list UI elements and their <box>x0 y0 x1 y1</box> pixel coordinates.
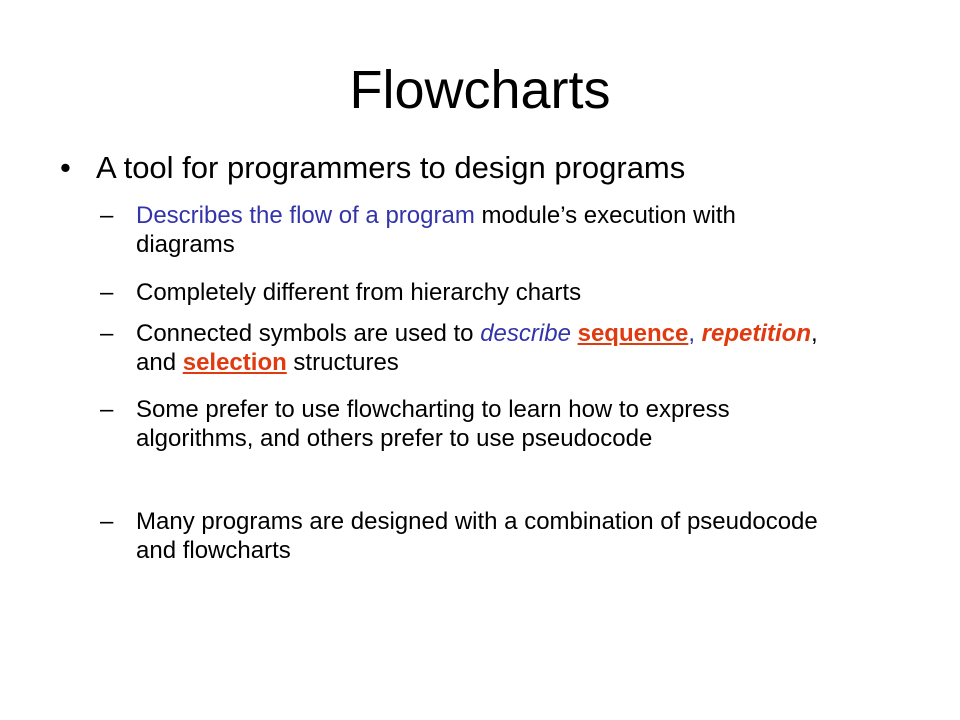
highlight-term: sequence <box>577 320 689 347</box>
text-segment: , <box>688 320 702 347</box>
text-segment: Connected symbols are used to <box>136 320 481 347</box>
text-segment <box>571 320 578 347</box>
text-segment: module’s execution with diagrams <box>136 202 736 258</box>
text-segment: describe <box>480 320 571 347</box>
highlight-term: repetition <box>701 320 811 347</box>
dash-icon: – <box>100 508 114 535</box>
sub-bullet-text <box>136 201 836 259</box>
sub-bullet-text <box>136 278 836 307</box>
text-segment: Some prefer to use flowcharting to learn how to express algorithms, and others prefer to use pseudocode <box>136 396 730 452</box>
sub-bullet-text <box>136 507 836 565</box>
sub-bullet-2 <box>100 278 836 307</box>
text-segment: structures <box>286 349 399 376</box>
dash-icon: – <box>100 279 114 306</box>
sub-bullet-text <box>136 395 836 453</box>
sub-bullet-4 <box>100 395 836 453</box>
main-bullet <box>60 148 685 188</box>
bullet-icon: • <box>60 150 71 185</box>
dash-icon: – <box>100 320 114 347</box>
main-bullet-text: A tool for programmers to design programs <box>96 150 686 185</box>
slide-title: Flowcharts <box>349 60 611 120</box>
sub-bullet-text <box>136 319 836 377</box>
sub-bullet-5 <box>100 507 836 565</box>
sub-bullet-1 <box>100 201 836 259</box>
sub-bullet-3 <box>100 319 836 377</box>
text-segment: Completely different from hierarchy charts <box>136 279 582 306</box>
dash-icon: – <box>100 202 114 229</box>
text-segment: Describes the flow of a program <box>136 202 475 229</box>
dash-icon: – <box>100 396 114 423</box>
highlight-term: selection <box>182 349 287 376</box>
text-segment: , and <box>136 320 818 376</box>
text-segment: Many programs are designed with a combination of pseudocode and flowcharts <box>136 508 818 564</box>
